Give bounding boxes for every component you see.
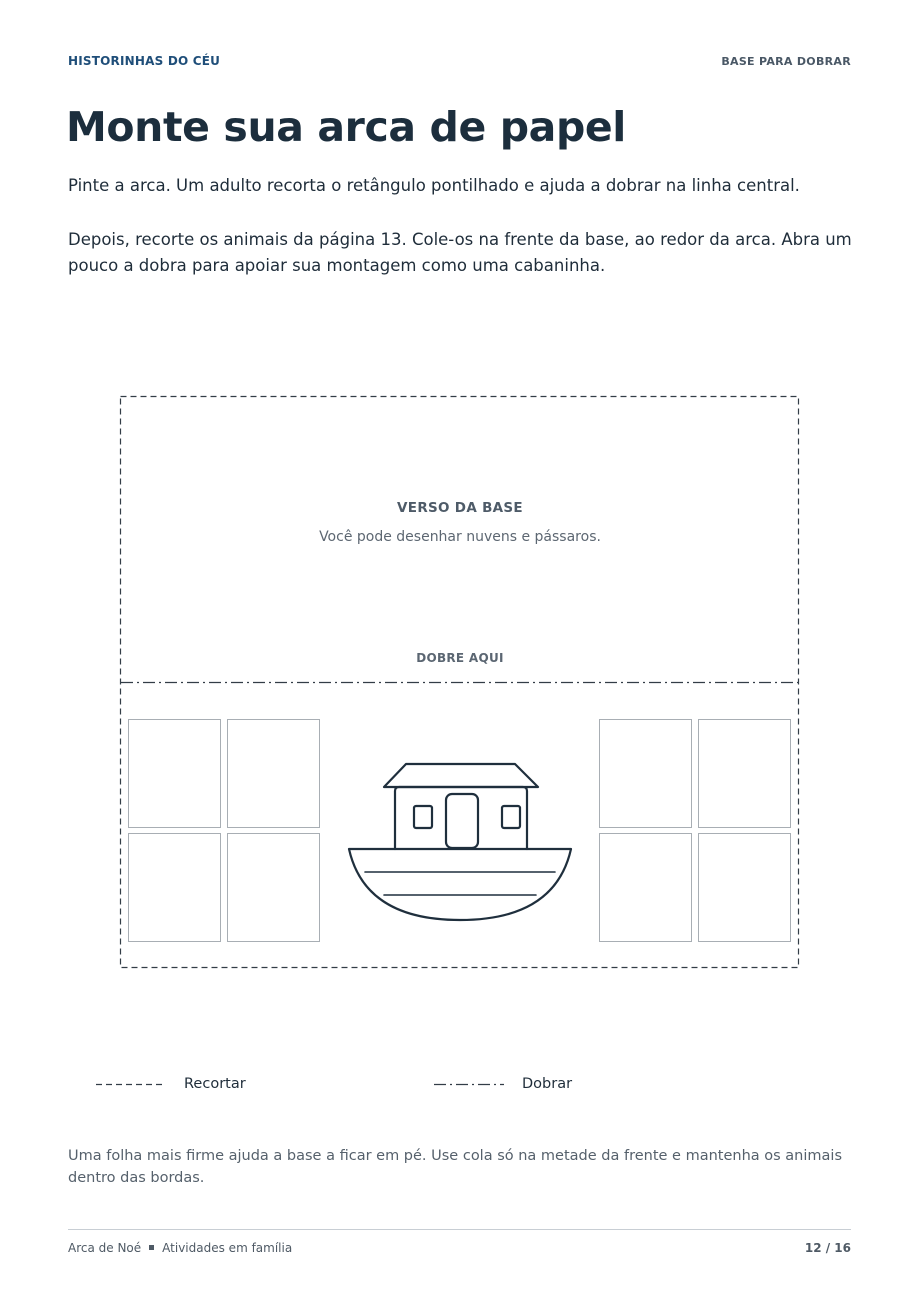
back-side-note: Você pode desenhar nuvens e pássaros. bbox=[319, 529, 601, 545]
ark-icon bbox=[349, 764, 571, 920]
footer-collection: Atividades em família bbox=[162, 1241, 293, 1255]
footer-divider bbox=[68, 1229, 851, 1230]
legend-fold-label: Dobrar bbox=[522, 1076, 573, 1092]
page-title: Monte sua arca de papel bbox=[66, 103, 626, 151]
tip-note: Uma folha mais firme ajuda a base a ficar em pé. Use cola só na metade da frente e mantenha os animais dentro das bordas. bbox=[68, 1148, 842, 1186]
header-series-title: HISTORINHAS DO CÉU bbox=[68, 54, 221, 68]
header-section-label: BASE PARA DOBRAR bbox=[721, 55, 851, 68]
fold-here-label: DOBRE AQUI bbox=[416, 651, 504, 665]
animal-slot bbox=[129, 834, 221, 942]
animal-slot bbox=[699, 720, 791, 828]
animal-slots-left bbox=[129, 720, 320, 942]
animal-slot bbox=[699, 834, 791, 942]
page-number: 12 / 16 bbox=[804, 1241, 851, 1255]
animal-slot bbox=[129, 720, 221, 828]
animal-slot bbox=[600, 834, 692, 942]
footer-left bbox=[68, 1241, 292, 1255]
instruction-paragraph-2: Depois, recorte os animais da página 13. Cole-os na frente da base, ao redor da arca. Abra um pouco a dobra para apoiar sua montagem como uma cabaninha. bbox=[68, 230, 852, 275]
legend-cut-label: Recortar bbox=[184, 1076, 246, 1092]
footer-book-title: Arca de Noé bbox=[68, 1241, 142, 1255]
back-side-title: VERSO DA BASE bbox=[397, 500, 523, 516]
footer-separator bbox=[149, 1245, 154, 1250]
animal-slot bbox=[228, 720, 320, 828]
animal-slot bbox=[600, 720, 692, 828]
animal-slots-right bbox=[600, 720, 791, 942]
animal-slot bbox=[228, 834, 320, 942]
instruction-paragraph-1: Pinte a arca. Um adulto recorta o retângulo pontilhado e ajuda a dobrar na linha central. bbox=[68, 176, 800, 195]
